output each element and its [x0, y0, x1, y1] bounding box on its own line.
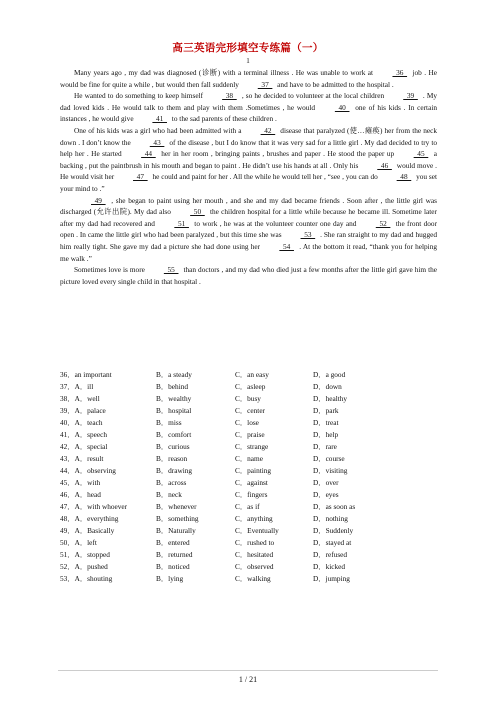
passage-text: of the disease , but I do know that it was very sad for a little girl . My dad decided to try to help her . He started: [60, 137, 437, 159]
paragraph: [60, 125, 437, 195]
blank-number: 46: [377, 160, 392, 170]
option-choice: B．drawing: [156, 466, 193, 475]
passage-text: . At the bottom it read, “thank you for helping me walk .”: [60, 241, 438, 263]
passage-text: Sometimes love is more: [74, 265, 147, 275]
section-number: 1: [246, 57, 250, 65]
option-choice: B．behind: [156, 382, 189, 391]
blank-number: 55: [163, 265, 179, 275]
option-row: [60, 369, 437, 381]
passage-text: disease that paralyzed (使…瘫痪) her from the neck down . I don’t know the: [60, 125, 438, 147]
option-row: [60, 561, 437, 573]
passage-text: to the sad parents of these children .: [169, 114, 277, 124]
option-choice: C．Eventually: [235, 526, 279, 535]
option-choice: D．help: [313, 430, 339, 439]
option-choice: C．busy: [235, 394, 261, 403]
option-choice: D．treat: [313, 418, 339, 427]
option-row: [60, 393, 437, 405]
option-row: [60, 501, 437, 513]
option-choice: C．observed: [235, 562, 274, 571]
passage-text: , she began to paint using her mouth , and she and my dad became friends . Soon after , the little girl was discharged (允许出院). My dad also: [60, 195, 437, 217]
paragraph: [60, 67, 437, 90]
passage-text: Many years ago , my dad was diagnosed (诊断) with a terminal illness . He was unable to work at: [74, 68, 376, 77]
option-choice: B．curious: [156, 442, 190, 451]
footer-divider: [58, 670, 438, 671]
option-choice: C．as if: [235, 502, 260, 511]
option-choice: B．miss: [156, 418, 182, 427]
option-choice: C．strange: [235, 442, 269, 451]
passage-text: one of his kids . In certain instances , he would give: [60, 102, 437, 124]
option-choice: C．praise: [235, 430, 265, 439]
blank-number: 53: [300, 230, 316, 240]
option-choice: D．kicked: [313, 562, 346, 571]
passage-text: One of his kids was a girl who had been admitted with a: [74, 125, 244, 135]
passage-text: . My dad loved kids . He would talk to them and play with them .Sometimes , he would: [60, 91, 437, 112]
passage-text: , so he decided to volunteer at the local children: [239, 91, 387, 101]
option-choice: B．noticed: [156, 562, 190, 571]
option-choice: D．eyes: [313, 490, 339, 499]
passage-text: he could and paint for her . All the while he would tell her , “see , you can do: [150, 172, 380, 182]
answer-options: [60, 369, 437, 585]
page-title: 高三英语完形填空专练篇（一）: [172, 42, 324, 54]
option-row: [60, 465, 437, 477]
paragraph: [60, 264, 437, 287]
option-row: [60, 405, 437, 417]
passage-text: would move . He would visit her: [60, 160, 437, 182]
option-choice: B．across: [156, 478, 187, 487]
option-choice: D．park: [313, 406, 339, 415]
passage-text: the front door open . In came the little girl who had been paralyzed , but this time she was: [60, 218, 437, 240]
option-choice: B．wealthy: [156, 394, 192, 403]
option-choice: D．nothing: [313, 514, 348, 523]
blank-number: 44: [141, 149, 156, 159]
passage-text: than doctors , and my dad who died just a few months after the little girl gave him the picture loved every single child in that hospital .: [60, 265, 437, 286]
blank-number: 50: [190, 207, 205, 217]
option-choice: 36．an important: [60, 370, 112, 379]
blank-number: 52: [375, 218, 391, 228]
option-choice: C．fingers: [235, 490, 268, 499]
option-choice: C．walking: [235, 574, 271, 583]
option-choice: 53．A．shouting: [60, 574, 113, 583]
option-choice: 44．A．observing: [60, 466, 116, 475]
option-choice: C．anything: [235, 514, 273, 523]
blank-number: 51: [174, 218, 189, 228]
option-choice: D．refused: [313, 550, 348, 559]
paragraph: [60, 195, 437, 265]
passage-text: and have to be admitted to the hospital .: [275, 79, 394, 89]
blank-number: 37: [257, 79, 273, 89]
option-choice: 42．A．special: [60, 442, 108, 451]
option-row: [60, 441, 437, 453]
blank-number: 43: [149, 137, 165, 147]
option-row: [60, 537, 437, 549]
option-choice: 51．A．stopped: [60, 550, 110, 559]
option-choice: C．asleep: [235, 382, 266, 391]
option-choice: 50．A．left: [60, 538, 97, 547]
passage-text: He wanted to do something to keep himself: [74, 91, 206, 101]
option-choice: C．center: [235, 406, 265, 415]
option-choice: 52．A．pushed: [60, 562, 108, 571]
option-choice: B．returned: [156, 550, 193, 559]
option-choice: D．course: [313, 454, 345, 463]
option-choice: B．comfort: [156, 430, 192, 439]
option-choice: 41．A．speech: [60, 430, 108, 439]
blank-number: 42: [260, 125, 276, 135]
option-choice: D．as soon as: [313, 502, 356, 511]
option-choice: B．Naturally: [156, 526, 196, 535]
option-choice: 48．A．everything: [60, 514, 119, 523]
option-choice: D．visiting: [313, 466, 348, 475]
option-choice: C．hesitated: [235, 550, 274, 559]
option-choice: D．Suddenly: [313, 526, 354, 535]
option-choice: D．a good: [313, 370, 346, 379]
option-choice: 46．A．head: [60, 490, 101, 499]
option-choice: B．reason: [156, 454, 188, 463]
passage-text: her in her room , bringing paints , brushes and paper . He stood the paper up: [158, 149, 397, 159]
passage-text: job . He would be fine for quite a while , but would then fall suddenly: [60, 68, 437, 89]
cloze-passage: [60, 67, 437, 287]
passage-text: . She ran straight to my dad and hugged him really tight. She gave my dad a picture she had done using her: [60, 230, 437, 251]
option-choice: C．against: [235, 478, 268, 487]
blank-number: 39: [403, 91, 418, 101]
blank-number: 36: [392, 68, 408, 77]
option-choice: D．jumping: [313, 574, 350, 583]
option-choice: 37．A．ill: [60, 382, 94, 391]
option-choice: B．entered: [156, 538, 190, 547]
option-choice: D．healthy: [313, 394, 348, 403]
option-choice: 43．A．result: [60, 454, 104, 463]
blank-number: 40: [334, 102, 350, 112]
option-choice: 45．A．with: [60, 478, 101, 487]
blank-number: 41: [152, 114, 167, 124]
passage-text: a backing , put the paintbrush in his mouth and began to paint . He didn’t use his hands at all . Only his: [60, 149, 437, 170]
blank-number: 48: [396, 172, 412, 182]
blank-number: 49: [91, 195, 106, 205]
option-row: [60, 477, 437, 489]
option-row: [60, 525, 437, 537]
option-choice: 47．A．with whoever: [60, 502, 128, 511]
blank-number: 45: [413, 149, 429, 159]
option-row: [60, 549, 437, 561]
passage-text: the children hospital for a little while because he became ill. Sometime later after my dad had recovered and: [60, 207, 437, 228]
option-choice: D．over: [313, 478, 339, 487]
option-choice: D．rare: [313, 442, 337, 451]
option-row: [60, 381, 437, 393]
option-choice: 40．A．teach: [60, 418, 103, 427]
page-number: 1 / 21: [238, 675, 258, 684]
option-choice: 49．A．Basically: [60, 526, 115, 535]
option-choice: B．something: [156, 514, 199, 523]
option-choice: 38．A．well: [60, 394, 100, 403]
option-row: [60, 573, 437, 585]
blank-number: 54: [279, 241, 294, 251]
option-choice: B．hospital: [156, 406, 192, 415]
option-row: [60, 489, 437, 501]
option-choice: D．stayed at: [313, 538, 352, 547]
option-choice: 39．A．palace: [60, 406, 106, 415]
option-choice: C．name: [235, 454, 263, 463]
option-row: [60, 453, 437, 465]
option-row: [60, 513, 437, 525]
option-choice: B．neck: [156, 490, 182, 499]
option-choice: B．a steady: [156, 370, 192, 379]
option-choice: C．an easy: [235, 370, 269, 379]
option-choice: C．painting: [235, 466, 272, 475]
passage-text: to work , he was at the volunteer counter one day and: [191, 218, 359, 228]
option-choice: D．down: [313, 382, 342, 391]
option-row: [60, 417, 437, 429]
passage-text: you set your mind to .”: [60, 172, 437, 193]
option-choice: C．lose: [235, 418, 259, 427]
blank-number: 47: [133, 172, 148, 182]
option-row: [60, 429, 437, 441]
blank-number: 38: [222, 91, 237, 101]
paragraph: [60, 90, 437, 125]
option-choice: B．lying: [156, 574, 184, 583]
option-choice: C．rushed to: [235, 538, 275, 547]
option-choice: B．whenever: [156, 502, 197, 511]
